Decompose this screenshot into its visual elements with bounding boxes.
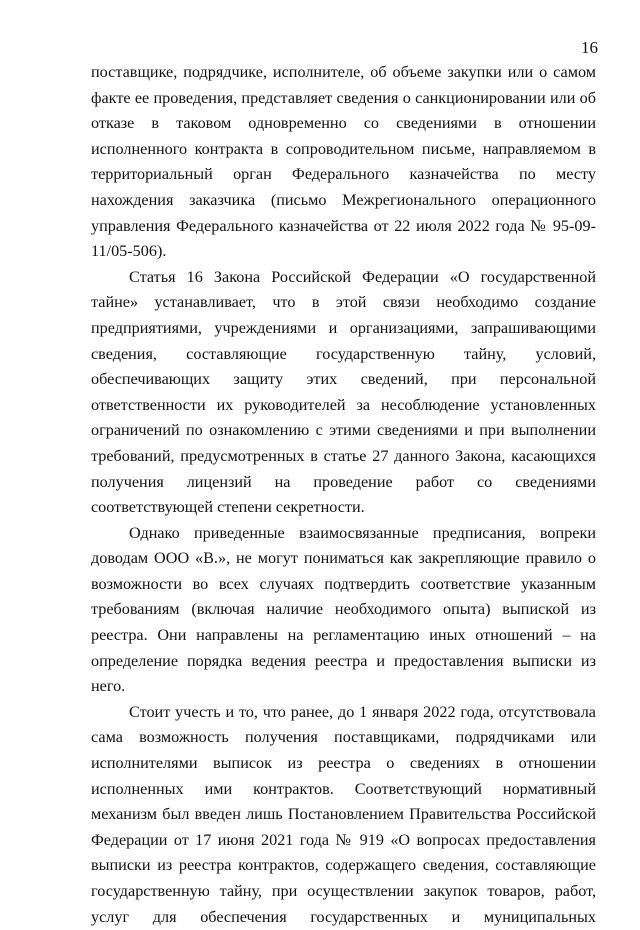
paragraph-prior-period: Стоит учесть и то, что ранее, до 1 января 2022 года, отсутствовала сама возможность получения поставщиками, подрядчиками или исполнителями выписок из реестра о сведениях в отношении исполненных ими контрактов. Соответствующий нормативный механизм был введен лишь Постановлением Правительства Российской Федерации от 17 июня 2021 года № 919 «О вопросах предоставления выписки из реестра контрактов, содержащего сведения, составляющие государственную тайну, при осуществлении закупок товаров, работ, услуг для обеспечения государственных и муниципальных [91,702,596,926]
page-number: 16 [581,38,598,57]
paragraph-state-secret-law: Статья 16 Закона Российской Федерации «О государственной тайне» устанавливает, что в этой связи необходимо создание предприятиями, учреждениями и организациями, запрашивающими сведения, составляющие государственную тайну, условий, обеспечивающих защиту этих сведений, при персональной ответственности их руководителей за несоблюдение установленных ограничений по ознакомлению с этими сведениями и при выполнении требований, предусмотренных в статье 27 данного Закона, касающихся получения лицензий на проведение работ со сведениями соответствующей степени секретности. [91,267,596,517]
paragraph-continuation: поставщике, подрядчике, исполнителе, об объеме закупки или о самом факте ее проведения, представляет сведения о санкционировании или об отказе в таковом одновременно со сведениями в отношении исполненного контракта в сопроводительном письме, направляемом в территориальный орган Федерального казначейства по месту нахождения заказчика (письмо Межрегионального операционного управления Федерального казначейства от 22 июля 2022 года № 95-09-11/05-506). [91,63,596,261]
document-body [91,60,596,930]
paragraph-registry-extract: Однако приведенные взаимосвязанные предписания, вопреки доводам ООО «В.», не могут пониматься как закрепляющие правило о возможности во всех случаях подтвердить соответствие указанным требованиям (включая наличие необходимого опыта) выпиской из реестра. Они направлены на регламентацию иных отношений – на определение порядка ведения реестра и предоставления выписки из него. [91,523,596,696]
